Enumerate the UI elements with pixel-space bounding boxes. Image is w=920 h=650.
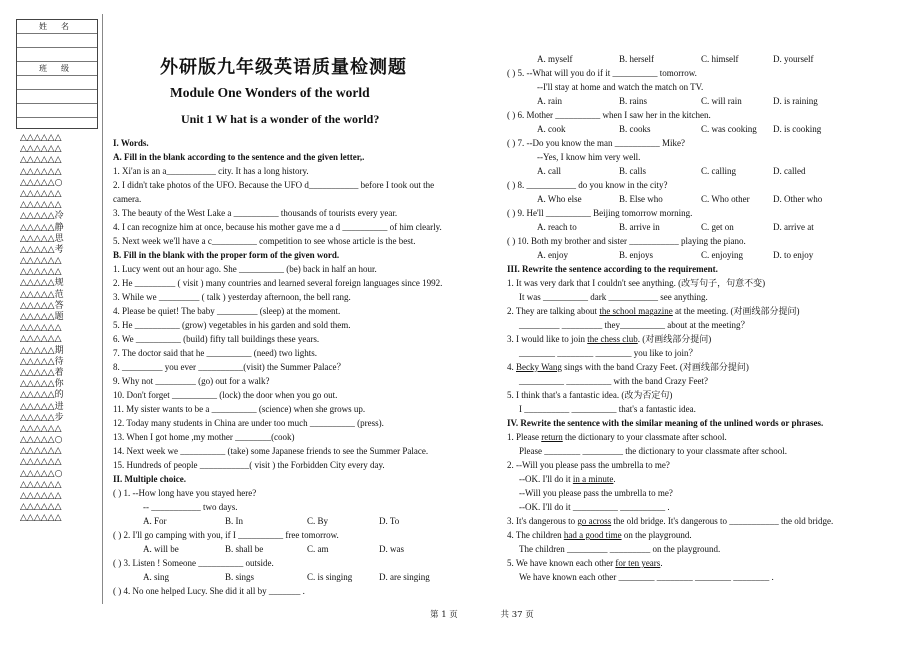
module-heading: Module One Wonders of the world: [170, 85, 370, 100]
question-line: We have known each other ________ ________ ________ ________ .: [519, 572, 774, 582]
answer-options: [507, 220, 857, 234]
binding-mark-row: △△△△△△: [20, 267, 62, 278]
question-line: ( ) 4. No one helped Lucy. She did it all by _______ .: [113, 586, 305, 596]
text: sings with the band Crazy Feet. (对画线部分提问): [561, 362, 749, 372]
question-line: 7. The doctor said that he __________ (need) two lights.: [113, 348, 318, 358]
option[interactable]: B. In: [225, 516, 243, 526]
question-line: 2. I didn't take photos of the UFO. Because the UFO d___________ before I took out the: [113, 180, 435, 190]
question-line: 2. He _________ ( visit ) many countries and learned several foreign languages since 1992.: [113, 278, 443, 288]
answer-options: [113, 542, 481, 556]
question-line: [507, 430, 857, 444]
binding-line: [102, 14, 103, 604]
binding-mark-row: △△△△△△: [20, 166, 62, 177]
answer-options: [507, 52, 857, 66]
question-line: [507, 528, 857, 542]
binding-mark-row: △△△△△△: [20, 144, 62, 155]
option[interactable]: A. Who else: [537, 194, 582, 204]
option[interactable]: C. get on: [701, 222, 734, 232]
text: on the playground.: [621, 530, 692, 540]
option[interactable]: A. call: [537, 166, 561, 176]
answer-options: [113, 570, 481, 584]
text: --OK. I'll do it: [519, 474, 573, 484]
question-line: 5. Next week we'll have a c__________ competition to see whose article is the best.: [113, 236, 416, 246]
option[interactable]: A. reach to: [537, 222, 577, 232]
question-line: ( ) 10. Both my brother and sister ___________ playing the piano.: [507, 236, 746, 246]
option[interactable]: C. am: [307, 544, 329, 554]
binding-mark-row: △△△△△△: [20, 188, 62, 199]
binding-mark-row: △△△△△△: [20, 256, 62, 267]
question-line: 1. It was very dark that I couldn't see anything. (改写句子，句意不变): [507, 278, 766, 288]
option[interactable]: A. sing: [143, 572, 170, 582]
extra-field[interactable]: [17, 104, 97, 118]
text: 4. The children: [507, 530, 564, 540]
option[interactable]: C. himself: [701, 54, 739, 64]
underlined-phrase: for ten years: [615, 558, 661, 568]
left-column: [113, 136, 481, 598]
question-line: 3. While we _________ ( talk ) yesterday afternoon, the bell rang.: [113, 292, 351, 302]
option[interactable]: D. was: [379, 544, 404, 554]
question-line: 8. _________ you ever __________(visit) the Summer Palace？: [113, 362, 346, 372]
question-line: 11. My sister wants to be a __________ (science) when she grows up.: [113, 404, 366, 414]
binding-marks: [20, 133, 90, 525]
question-line: ( ) 9. He'll __________ Beijing tomorrow morning.: [507, 208, 693, 218]
underlined-phrase: go across: [577, 516, 612, 526]
underlined-phrase: return: [541, 432, 563, 442]
page-footer: [430, 608, 574, 620]
binding-mark-row: △△△△△△: [20, 502, 62, 513]
option[interactable]: A. For: [143, 516, 167, 526]
answer-options: [507, 164, 857, 178]
option[interactable]: D. is cooking: [773, 124, 822, 134]
section-heading: II. Multiple choice.: [113, 474, 186, 484]
class-field-2[interactable]: [17, 90, 97, 104]
option[interactable]: D. yourself: [773, 54, 814, 64]
binding-mark-row: △△△△△答: [20, 300, 64, 311]
option[interactable]: B. sings: [225, 572, 255, 582]
binding-mark-row: △△△△△期: [20, 345, 64, 356]
answer-options: [507, 122, 857, 136]
text: at the meeting. (对画线部分提问): [672, 306, 800, 316]
question-line: -- ___________ two days.: [143, 502, 238, 512]
answer-options: [507, 94, 857, 108]
question-line: ( ) 3. Listen ! Someone __________ outside.: [113, 558, 274, 568]
name-field-2[interactable]: [17, 48, 97, 62]
question-line: 9. Why not _________ (go) out for a walk?: [113, 376, 270, 386]
name-field[interactable]: [17, 34, 97, 48]
question-line: 1. Xi'an is an a___________ city. It has a long history.: [113, 166, 309, 176]
binding-mark-row: △△△△△你: [20, 379, 64, 390]
underlined-phrase: had a good time: [563, 530, 622, 540]
question-line: 3. The beauty of the West Lake a __________ thousands of tourists every year.: [113, 208, 398, 218]
option[interactable]: B. arrive in: [619, 222, 660, 232]
binding-mark-row: △△△△△△: [20, 423, 62, 434]
question-line: --Yes, I know him very well.: [537, 152, 641, 162]
option[interactable]: C. By: [307, 516, 329, 526]
binding-mark-row: △△△△△△: [20, 323, 62, 334]
question-line: ( ) 2. I'll go camping with you, if I __________ free tomorrow.: [113, 530, 339, 540]
section-heading: B. Fill in the blank with the proper form of the given word.: [113, 250, 340, 260]
question-line: ( ) 5. --What will you do if it __________ tomorrow.: [507, 68, 697, 78]
underlined-phrase: Becky Wang: [516, 362, 562, 372]
binding-mark-row: △△△△△△: [20, 513, 62, 524]
question-line: Please ________ _________ the dictionary to your classmate after school.: [519, 446, 787, 456]
text: . (对画线部分提问): [637, 334, 712, 344]
option[interactable]: D. called: [773, 166, 806, 176]
question-line: 4. Please be quiet! The baby _________ (sleep) at the moment.: [113, 306, 341, 316]
question-line: --Will you please pass the umbrella to me?: [519, 488, 673, 498]
question-line: I __________ __________ that's a fantastic idea.: [519, 404, 696, 414]
option[interactable]: D. are singing: [379, 572, 430, 582]
class-label: 班 级: [17, 62, 97, 76]
underlined-phrase: the school magazine: [599, 306, 673, 316]
binding-mark-row: △△△△△△: [20, 491, 62, 501]
question-line: --I'll stay at home and watch the match on TV.: [537, 82, 704, 92]
text: 3. It's dangerous to: [507, 516, 578, 526]
binding-mark-row: △△△△△规: [20, 278, 64, 289]
option[interactable]: C. Who other: [701, 194, 750, 204]
option[interactable]: A. enjoy: [537, 250, 568, 260]
question-line: camera.: [113, 194, 142, 204]
binding-mark-row: △△△△△△: [20, 133, 62, 143]
option[interactable]: C. is singing: [307, 572, 353, 582]
binding-mark-row: △△△△△考: [20, 244, 64, 255]
question-line: 2. --Will you please pass the umbrella to me?: [507, 460, 670, 470]
option[interactable]: B. shall be: [225, 544, 264, 554]
question-line: [507, 304, 857, 318]
page-total: 共 37 页: [500, 610, 534, 620]
section-heading: IV. Rewrite the sentence with the similar meaning of the unlined words or phrases.: [507, 418, 824, 428]
text: 2. They are talking about: [507, 306, 600, 316]
question-line: 5. He __________ (grow) vegetables in his garden and sold them.: [113, 320, 351, 330]
binding-mark-row: △△△△△范: [20, 289, 64, 300]
binding-mark-row: △△△△△题: [20, 312, 64, 322]
text: .: [613, 474, 616, 484]
option[interactable]: B. calls: [619, 166, 646, 176]
question-line: 10. Don't forget __________ (lock) the door when you go out.: [113, 390, 338, 400]
option[interactable]: B. cooks: [619, 124, 651, 134]
question-line: 1. Lucy went out an hour ago. She __________ (be) back in half an hour.: [113, 264, 377, 274]
option[interactable]: A. cook: [537, 124, 566, 134]
question-line: [507, 332, 857, 346]
option[interactable]: C. will rain: [701, 96, 742, 106]
question-line: ( ) 7. --Do you know the man __________ Mike?: [507, 138, 685, 148]
text: 5. We have known each other: [507, 558, 616, 568]
class-field[interactable]: [17, 76, 97, 90]
underlined-phrase: the chess club: [587, 334, 638, 344]
question-line: [507, 472, 857, 486]
question-line: __________ __________ with the band Crazy Feet?: [519, 376, 708, 386]
binding-mark-row: △△△△△冷: [20, 211, 64, 222]
binding-mark-row: △△△△△着: [20, 367, 64, 378]
question-line: 14. Next week we __________ (take) some Japanese friends to see the Summer Palace.: [113, 446, 429, 456]
right-column: [507, 52, 857, 584]
binding-mark-row: △△△△△步: [20, 412, 64, 423]
binding-mark-row: △△△△△△: [20, 479, 62, 490]
student-info-box: [16, 19, 98, 129]
underlined-phrase: in a minute: [572, 474, 614, 484]
question-line: [507, 360, 857, 374]
option[interactable]: C. calling: [701, 166, 736, 176]
question-line: 5. I think that's a fantastic idea. (改为否定句): [507, 390, 673, 400]
option[interactable]: B. Else who: [619, 194, 663, 204]
option[interactable]: D. is raining: [773, 96, 818, 106]
text: 4.: [507, 362, 516, 372]
binding-mark-row: △△△△△进: [20, 401, 64, 412]
binding-mark-row: △△△△△思: [20, 233, 64, 244]
section-heading: III. Rewrite the sentence according to the requirement.: [507, 264, 718, 274]
option[interactable]: D. To: [379, 516, 400, 526]
question-line: --OK. I'll do it __________ __________ .: [519, 502, 670, 512]
question-line: 4. I can recognize him at once, because his mother gave me a d __________ of him clearly.: [113, 222, 442, 232]
name-label: 姓 名: [17, 20, 97, 34]
option[interactable]: D. Other who: [773, 194, 823, 204]
binding-mark-row: △△△△△△: [20, 155, 62, 166]
binding-mark-row: △△△△△△: [20, 457, 62, 468]
binding-mark-row: △△△△△△: [20, 200, 62, 211]
answer-options: [507, 248, 857, 262]
binding-mark-row: △△△△△○: [20, 177, 63, 188]
question-line: 12. Today many students in China are under too much __________ (press).: [113, 418, 384, 428]
option[interactable]: A. myself: [537, 54, 573, 64]
question-line: It was __________ dark ___________ see anything.: [519, 292, 708, 302]
option[interactable]: B. enjoys: [619, 250, 654, 260]
question-line: 13. When I got home ,my mother ________(cook): [113, 432, 295, 442]
question-line: 15. Hundreds of people ___________( visit ) the Forbidden City every day.: [113, 460, 385, 470]
section-heading: I. Words.: [113, 138, 149, 148]
option[interactable]: D. arrive at: [773, 222, 814, 232]
option[interactable]: A. will be: [143, 544, 179, 554]
binding-mark-row: △△△△△○: [20, 435, 63, 446]
option[interactable]: C. was cooking: [701, 124, 757, 134]
unit-heading: Unit 1 W hat is a wonder of the world?: [181, 112, 380, 126]
option[interactable]: D. to enjoy: [773, 250, 814, 260]
binding-mark-row: △△△△△的: [20, 390, 64, 401]
text: the dictionary to your classmate after school.: [562, 432, 727, 442]
binding-mark-row: △△△△△待: [20, 356, 64, 367]
answer-options: [113, 514, 481, 528]
binding-mark-row: △△△△△静: [20, 222, 64, 233]
page-title: 外研版九年级英语质量检测题: [160, 57, 407, 78]
question-line: [507, 514, 857, 528]
binding-mark-row: △△△△△△: [20, 334, 62, 345]
question-line: The children _________ _________ on the playground.: [519, 544, 721, 554]
section-heading: A. Fill in the blank according to the sentence and the given letter,.: [113, 152, 365, 162]
binding-mark-row: △△△△△△: [20, 446, 62, 457]
text: 3. I would like to join: [507, 334, 588, 344]
option[interactable]: B. herself: [619, 54, 654, 64]
text: .: [660, 558, 663, 568]
question-line: 6. We __________ (build) fifty tall buildings these years.: [113, 334, 320, 344]
question-line: ( ) 8. ___________ do you know in the city?: [507, 180, 668, 190]
option[interactable]: B. rains: [619, 96, 647, 106]
option[interactable]: A. rain: [537, 96, 562, 106]
text: 1. Please: [507, 432, 542, 442]
text: the old bridge. It's dangerous to ___________ the old bridge.: [611, 516, 834, 526]
page-number: 第 1 页: [430, 610, 458, 620]
question-line: ( ) 6. Mother __________ when I saw her in the kitchen.: [507, 110, 711, 120]
question-line: _________ _________ they__________ about at the meeting？: [519, 320, 750, 330]
question-line: [507, 556, 857, 570]
question-line: ( ) 1. --How long have you stayed here?: [113, 488, 257, 498]
option[interactable]: C. enjoying: [701, 250, 743, 260]
answer-options: [507, 192, 857, 206]
binding-mark-row: △△△△△○: [20, 468, 63, 479]
question-line: ________ ________ ________ you like to join？: [519, 348, 698, 358]
